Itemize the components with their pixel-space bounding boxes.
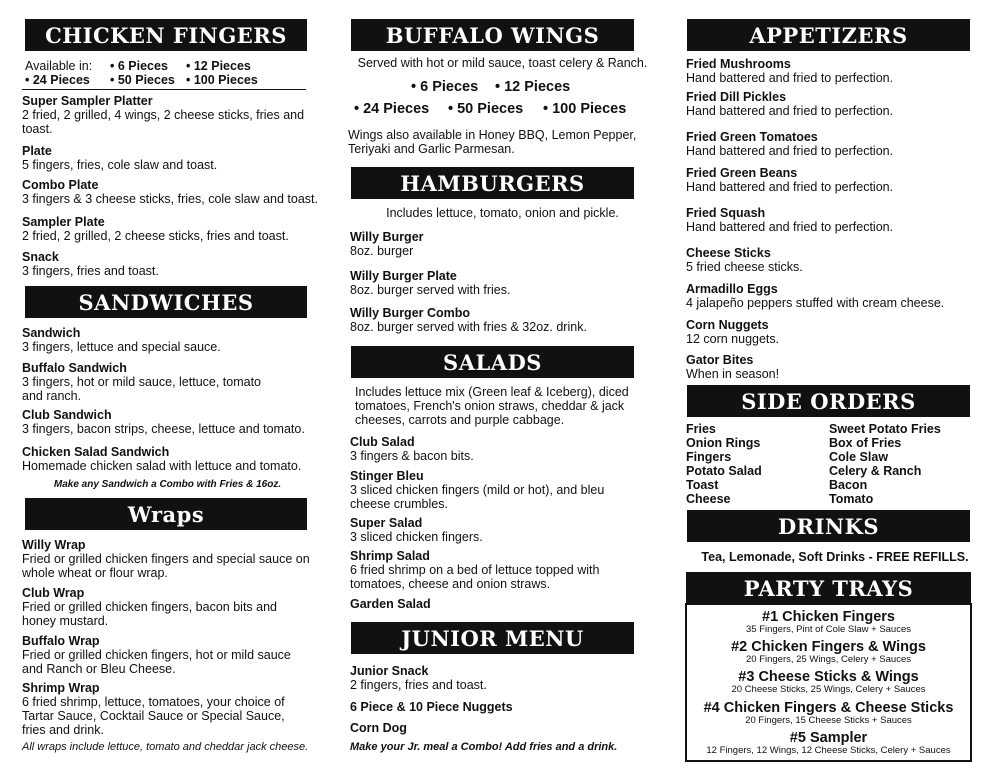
hamburgers-subtitle: Includes lettuce, tomato, onion and pickle. [386,206,619,220]
item-desc: 6 fried shrimp, lettuce, tomatoes, your choice of Tartar Sauce, Cocktail Sauce or Special Sauce, fries and drink. [22,695,285,737]
menu-item [350,516,650,544]
item-desc: When in season! [686,367,780,381]
menu-item [686,353,991,381]
item-desc: 3 sliced chicken fingers. [350,530,483,544]
hamburgers-banner: HAMBURGERS [351,167,634,199]
tray-name: #4 Chicken Fingers & Cheese Sticks [703,700,954,716]
menu-item [350,435,650,463]
item-name: Fried Green Beans [686,166,798,180]
item-name: Shrimp Wrap [22,681,100,695]
wings-flavors-note: Wings also available in Honey BBQ, Lemon Pepper, Teriyaki and Garlic Parmesan. [348,128,637,156]
item-name: Club Salad [350,435,415,449]
menu-item [22,681,302,737]
item-desc: Hand battered and fried to perfection. [686,220,894,234]
tray-name: #1 Chicken Fingers [762,609,895,625]
wings-subtitle: Served with hot or mild sauce, toast celery & Ranch. [357,56,648,70]
divider-line [22,89,306,90]
menu-item [22,408,332,436]
item-name: Fried Mushrooms [686,57,791,71]
menu-item [686,57,991,85]
item-desc: Homemade chicken salad with lettuce and tomato. [22,459,302,473]
tray-desc: 20 Fingers, 15 Cheese Sticks + Sauces [745,715,912,726]
side-item: Fries [686,422,716,436]
side-item: Celery & Ranch [829,464,922,478]
item-name: Willy Burger Plate [350,269,457,283]
item-name: Buffalo Sandwich [22,361,127,375]
item-desc: 3 sliced chicken fingers (mild or hot), and bleu cheese crumbles. [350,483,605,511]
menu-item [686,90,991,118]
junior-menu-banner: JUNIOR MENU [351,622,634,654]
item-name: Super Salad [350,516,423,530]
junior-combo-note: Make your Jr. meal a Combo! Add fries and a drink. [350,741,618,753]
menu-item [350,306,660,334]
item-desc: 5 fried cheese sticks. [686,260,803,274]
item-desc: 8oz. burger served with fries & 32oz. drink. [350,320,587,334]
side-item: Potato Salad [686,464,762,478]
item-desc: Hand battered and fried to perfection. [686,144,894,158]
item-desc: 3 fingers, lettuce and special sauce. [22,340,221,354]
side-item: Tomato [829,492,874,506]
item-desc: 5 fingers, fries, cole slaw and toast. [22,158,218,172]
menu-item [350,721,650,735]
piece-option: • 6 Pieces [110,59,168,73]
menu-item [22,361,277,403]
item-name: Super Sampler Platter [22,94,153,108]
item-name: Willy Burger Combo [350,306,471,320]
salads-banner: SALADS [351,346,634,378]
item-name: Fried Dill Pickles [686,90,787,104]
item-desc: 4 jalapeño peppers stuffed with cream cheese. [686,296,945,310]
item-name: Corn Nuggets [686,318,769,332]
menu-item [22,586,297,628]
menu-item [350,269,650,297]
item-name: Gator Bites [686,353,754,367]
wraps-note: All wraps include lettuce, tomato and cheddar jack cheese. [22,741,309,753]
item-name: Plate [22,144,52,158]
item-desc: Hand battered and fried to perfection. [686,180,894,194]
item-desc: 8oz. burger [350,244,414,258]
item-desc: 3 fingers & bacon bits. [350,449,474,463]
item-name: Club Sandwich [22,408,112,422]
item-name: Willy Wrap [22,538,86,552]
menu-item [350,664,650,692]
item-name: Buffalo Wrap [22,634,100,648]
wing-piece-option: • 50 Pieces [448,101,524,117]
column-right [670,0,1000,773]
menu-item [22,215,332,243]
side-item: Cheese [686,492,731,506]
menu-item [350,597,650,611]
menu-item [22,326,327,354]
item-name: 6 Piece & 10 Piece Nuggets [350,700,513,714]
wing-piece-option: • 100 Pieces [543,101,627,117]
item-name: Fried Green Tomatoes [686,130,818,144]
item-name: Stinger Bleu [350,469,424,483]
menu-item [686,206,991,234]
item-desc: Fried or grilled chicken fingers and special sauce on whole wheat or flour wrap. [22,552,310,580]
side-item: Bacon [829,478,868,492]
side-item: Sweet Potato Fries [829,422,941,436]
item-name: Garden Salad [350,597,431,611]
side-item: Onion Rings [686,436,761,450]
party-trays-banner: PARTY TRAYS [686,572,971,604]
appetizers-banner: APPETIZERS [687,19,970,51]
item-desc: 12 corn nuggets. [686,332,780,346]
menu-item [22,144,327,172]
side-orders-banner: SIDE ORDERS [687,385,970,417]
drinks-text: Tea, Lemonade, Soft Drinks - FREE REFILLS. [701,550,969,564]
tray-desc: 35 Fingers, Pint of Cole Slaw + Sauces [745,624,912,635]
menu-item [22,178,332,206]
menu-item [686,166,991,194]
menu-item [686,318,991,346]
buffalo-wings-banner: BUFFALO WINGS [351,19,634,51]
menu-item [686,246,991,274]
menu-item [22,634,307,676]
item-desc: 3 fingers, bacon strips, cheese, lettuce and tomato. [22,422,305,436]
item-name: Club Wrap [22,586,85,600]
side-item: Fingers [686,450,732,464]
item-name: Sandwich [22,326,81,340]
menu-item [350,230,650,258]
sandwiches-banner: SANDWICHES [25,286,307,318]
salads-subtitle: Includes lettuce mix (Green leaf & Iceberg), diced tomatoes, French's onion straws, cheddar & jack cheeses, carrots and purple cabbage. [355,385,629,427]
tray-desc: 20 Fingers, 25 Wings, Celery + Sauces [745,654,911,665]
item-desc: Hand battered and fried to perfection. [686,104,894,118]
tray-name: #5 Sampler [789,730,868,746]
item-name: Snack [22,250,59,264]
menu-item [22,538,327,580]
item-name: Willy Burger [350,230,424,244]
piece-option: • 100 Pieces [186,73,258,87]
menu-item [350,700,650,714]
menu-item [686,282,996,310]
tray-desc: 12 Fingers, 12 Wings, 12 Cheese Sticks, Celery + Sauces [706,745,951,756]
item-name: Combo Plate [22,178,99,192]
party-trays-box [685,603,972,762]
wraps-banner: Wraps [25,498,307,530]
item-desc: Fried or grilled chicken fingers, hot or mild sauce and Ranch or Bleu Cheese. [22,648,291,676]
available-label: Available in: [25,59,93,73]
item-desc: 2 fingers, fries and toast. [350,678,487,692]
item-name: Fried Squash [686,206,766,220]
wing-piece-option: • 12 Pieces [495,79,571,95]
menu-item [350,469,630,511]
item-name: Junior Snack [350,664,429,678]
sandwich-combo-note: Make any Sandwich a Combo with Fries & 16oz. [53,479,282,490]
menu-item [350,549,640,591]
item-desc: 2 fried, 2 grilled, 2 cheese sticks, fries and toast. [22,229,289,243]
tray-name: #3 Cheese Sticks & Wings [738,669,919,685]
wing-piece-option: • 24 Pieces [354,101,430,117]
item-desc: Fried or grilled chicken fingers, bacon bits and honey mustard. [22,600,277,628]
piece-option: • 24 Pieces [25,73,90,87]
menu-item [22,250,327,278]
item-desc: Hand battered and fried to perfection. [686,71,894,85]
item-name: Armadillo Eggs [686,282,778,296]
item-name: Sampler Plate [22,215,105,229]
tray-name: #2 Chicken Fingers & Wings [731,639,926,655]
item-desc: 2 fried, 2 grilled, 4 wings, 2 cheese sticks, fries and toast. [22,108,305,136]
item-desc: 3 fingers, fries and toast. [22,264,159,278]
side-item: Cole Slaw [829,450,889,464]
item-name: Shrimp Salad [350,549,430,563]
item-desc: 6 fried shrimp on a bed of lettuce topped with tomatoes, cheese and onion straws. [350,563,600,591]
menu-item [22,445,332,473]
column-left [0,0,335,773]
menu-item [22,94,322,136]
item-name: Chicken Salad Sandwich [22,445,170,459]
piece-option: • 50 Pieces [110,73,175,87]
item-desc: 3 fingers & 3 cheese sticks, fries, cole slaw and toast. [22,192,318,206]
chicken-fingers-banner: CHICKEN FINGERS [25,19,307,51]
side-item: Toast [686,478,719,492]
piece-option: • 12 Pieces [186,59,251,73]
item-desc: 3 fingers, hot or mild sauce, lettuce, tomato and ranch. [22,375,262,403]
column-middle [335,0,670,773]
wing-piece-option: • 6 Pieces [411,79,479,95]
side-item: Box of Fries [829,436,902,450]
drinks-banner: DRINKS [687,510,970,542]
item-desc: 8oz. burger served with fries. [350,283,511,297]
menu-item [686,130,991,158]
item-name: Cheese Sticks [686,246,771,260]
item-name: Corn Dog [350,721,407,735]
tray-desc: 20 Cheese Sticks, 25 Wings, Celery + Sauces [731,684,926,695]
